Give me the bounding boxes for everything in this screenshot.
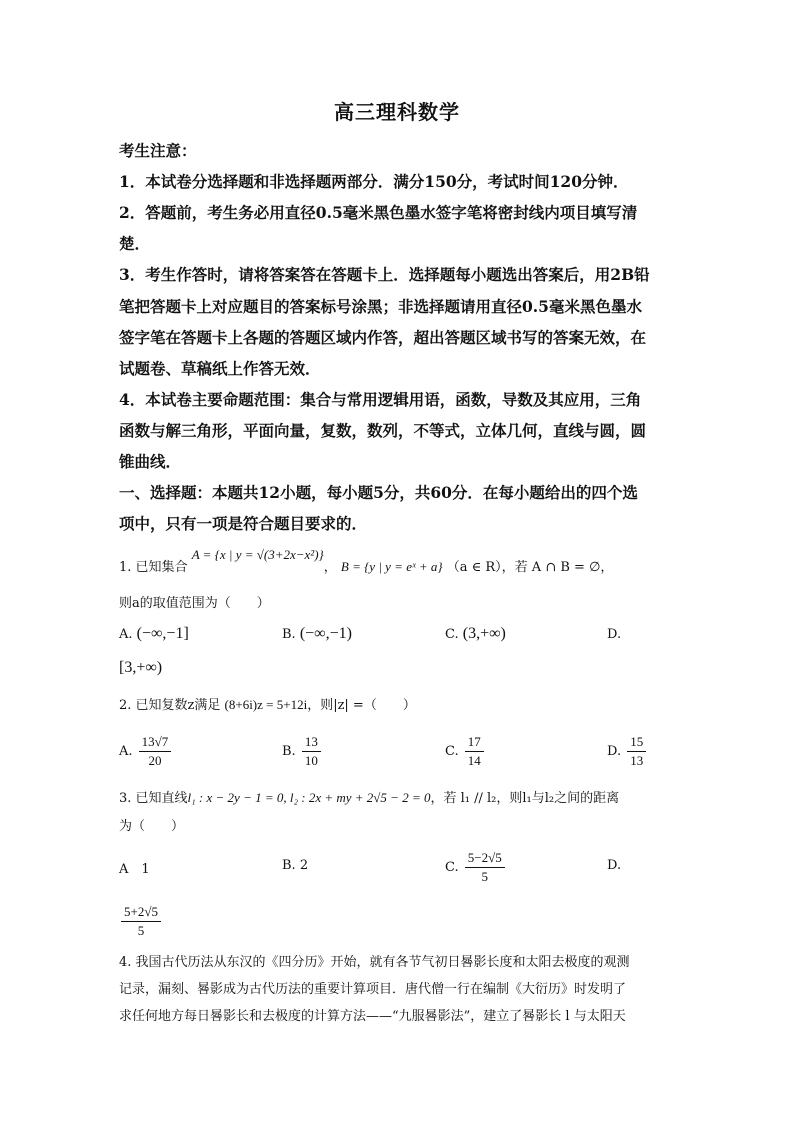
notice-line: 4．本试卷主要命题范围：集合与常用逻辑用语，函数，导数及其应用，三角	[119, 390, 642, 409]
denominator: 5	[481, 869, 488, 884]
fraction	[627, 733, 646, 770]
numerator: 13√7	[139, 733, 172, 752]
question-3-line2: 为（ ）	[119, 819, 185, 834]
q3-option-a[interactable]: A 1	[119, 862, 150, 877]
option-label: B.	[282, 744, 296, 759]
denominator: 5	[137, 923, 145, 938]
denominator: 14	[467, 753, 481, 768]
page-title: 高三理科数学	[334, 100, 460, 124]
option-value: (−∞,−1)	[299, 625, 352, 642]
notice-line: 3．考生作答时，请将答案答在答题卡上．选择题每小题选出答案后，用2B铅	[119, 265, 650, 284]
q1-stem-text: 1. 已知集合	[119, 560, 188, 575]
q3-equation: l₁ : x − 2y − 1 = 0, l₂ : 2x + my + 2√5 − 2 = 0	[187, 790, 431, 805]
question-1-line2: 则a的取值范围为（ ）	[119, 596, 270, 611]
q1-option-d[interactable]	[607, 627, 621, 642]
question-2-stem	[119, 692, 694, 719]
option-label: C.	[445, 860, 459, 875]
notice-line: 2．答题前，考生务必用直径0.5毫米黑色墨水签字笔将密封线内项目填写清	[119, 203, 638, 222]
option-label: D.	[607, 858, 622, 873]
fraction	[121, 903, 161, 940]
fraction	[139, 733, 172, 770]
section-heading: 项中，只有一项是符合题目要求的．	[119, 514, 368, 533]
fraction	[465, 849, 505, 886]
notice-line: 1．本试卷分选择题和非选择题两部分．满分150分，考试时间120分钟．	[119, 172, 629, 191]
option-value: (3,+∞)	[462, 625, 506, 642]
set-a-formula: A = {x | y = √(3+2x−x²)}	[191, 547, 324, 562]
q2-option-b[interactable]	[282, 733, 323, 770]
fraction	[465, 733, 484, 770]
q1-option-a[interactable]	[119, 625, 189, 643]
q3-option-c[interactable]	[445, 849, 507, 886]
numerator: 17	[465, 733, 484, 752]
notice-line: 试题卷、草稿纸上作答无效．	[119, 359, 321, 378]
question-4-line: 记录，漏刻、晷影成为古代历法的重要计算项目．唐代僧一行在编制《大衍历》时发明了	[119, 982, 627, 997]
q1-comma: ，	[323, 560, 337, 575]
option-label: B.	[282, 627, 296, 642]
q1-condition: （a ∈ R），若 A ∩ B = ∅，	[446, 560, 614, 575]
denominator: 10	[304, 753, 318, 768]
q2-tail: ，则|z| =（ ）	[307, 698, 416, 713]
notice-line: 锥曲线．	[119, 452, 182, 471]
q3-tail: ，若 l₁ // l₂，则l₁与l₂之间的距离	[430, 791, 620, 806]
q2-option-c[interactable]	[445, 733, 486, 770]
question-1-stem	[119, 547, 694, 581]
question-3-stem	[119, 785, 694, 812]
q3-option-b[interactable]: B. 2	[282, 858, 309, 873]
q1-option-c[interactable]	[445, 625, 506, 643]
numerator: 13	[302, 733, 321, 752]
q2-option-a[interactable]	[119, 733, 173, 770]
denominator: 20	[148, 753, 162, 768]
option-label: A.	[119, 627, 133, 642]
q3-option-d[interactable]	[607, 858, 621, 873]
option-label: C.	[445, 627, 459, 642]
notice-line: 签字笔在答题卡上各题的答题区域内作答，超出答题区域书写的答案无效，在	[119, 328, 647, 347]
q3-stem-text: 3. 已知直线	[119, 791, 188, 806]
q2-equation: (8+6i)z = 5+12i	[224, 697, 308, 712]
numerator: 15	[627, 733, 646, 752]
q2-option-d[interactable]	[607, 733, 648, 770]
q1-option-d-value: [3,+∞)	[119, 659, 163, 676]
notice-line: 函数与解三角形，平面向量，复数，数列，不等式，立体几何，直线与圆，圆	[119, 421, 647, 440]
section-heading: 一、选择题：本题共12小题，每小题5分，共60分．在每小题给出的四个选	[119, 483, 638, 502]
denominator: 13	[630, 753, 644, 768]
option-label: D.	[607, 744, 622, 759]
set-b-formula: B = {y | y = eˣ + a}	[340, 559, 443, 574]
q3-option-d-value	[119, 903, 163, 940]
notice-line: 笔把答题卡上对应题目的答案标号涂黑；非选择题请用直径0.5毫米黑色墨水	[119, 297, 642, 316]
q2-stem-text: 2. 已知复数z满足	[119, 698, 221, 713]
option-label: D.	[607, 627, 622, 642]
question-4-line: 求任何地方每日晷影长和去极度的计算方法——“九服晷影法”，建立了晷影长 l 与太阳天	[119, 1009, 626, 1024]
option-value: (−∞,−1]	[136, 625, 189, 642]
notice-line: 楚．	[119, 234, 151, 253]
option-label: A.	[119, 744, 133, 759]
question-4-line: 4. 我国古代历法从东汉的《四分历》开始，就有各节气初日晷影长度和太阳去极度的观测	[119, 955, 630, 970]
q1-option-b[interactable]	[282, 625, 352, 643]
notice-heading: 考生注意：	[119, 141, 197, 160]
fraction	[302, 733, 321, 770]
numerator: 5−2√5	[465, 849, 505, 868]
option-label: C.	[445, 744, 459, 759]
numerator: 5+2√5	[121, 903, 161, 922]
